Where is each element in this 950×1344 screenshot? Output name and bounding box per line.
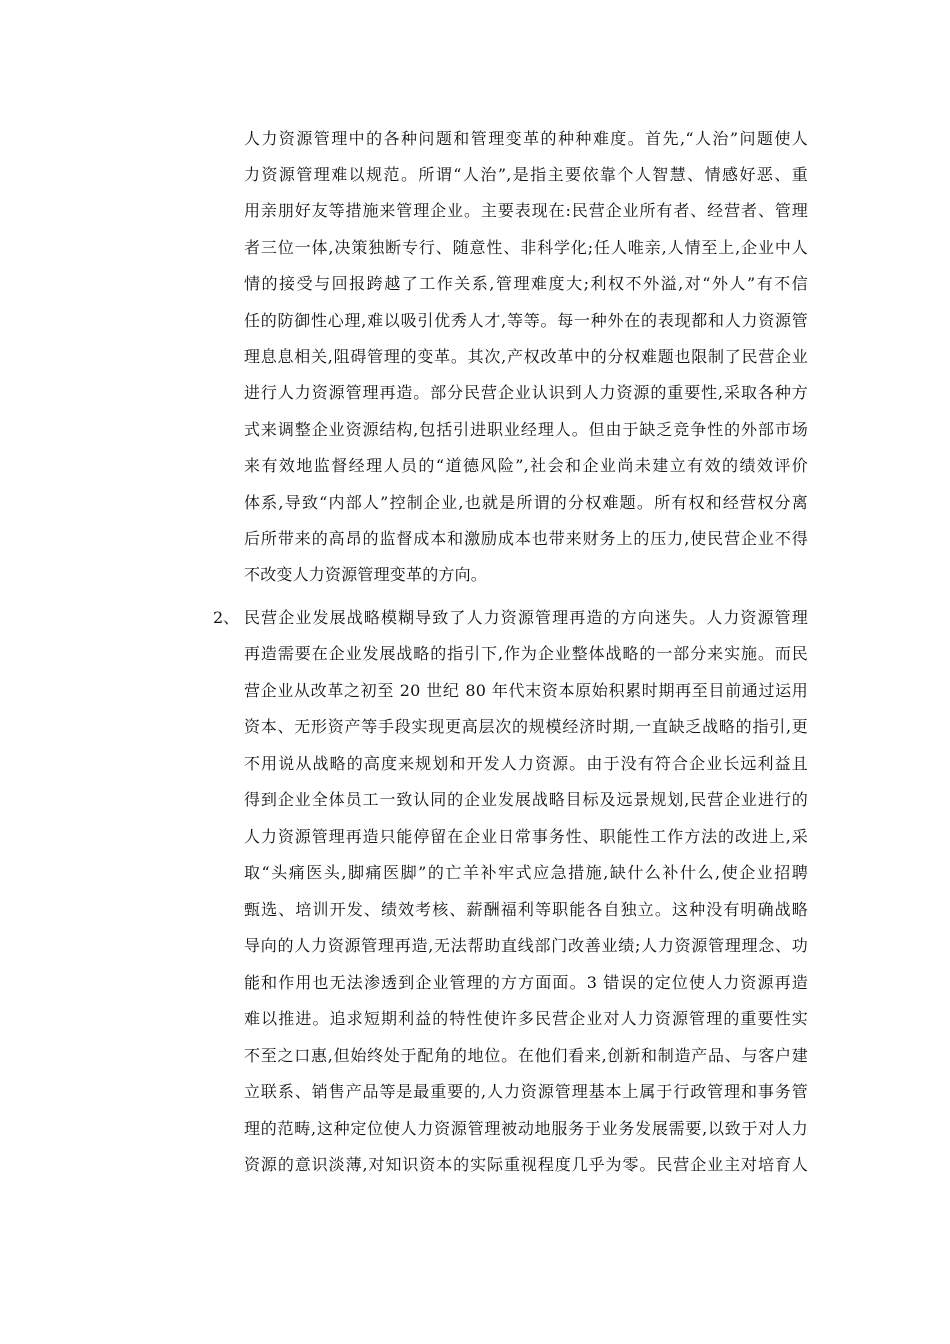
list-item-line: 能和作用也无法渗透到企业管理的方方面面。3 错误的定位使人力资源再造 (244, 973, 808, 992)
list-item-number: 2、 (213, 608, 240, 627)
list-item-line: 难以推进。追求短期利益的特性使许多民营企业对人力资源管理的重要性实 (244, 1009, 808, 1028)
paragraph-line: 者三位一体,决策独断专行、随意性、非科学化;任人唯亲,人情至上,企业中人 (244, 238, 808, 257)
list-item-line: 资本、无形资产等手段实现更高层次的规模经济时期,一直缺乏战略的指引,更 (244, 717, 808, 736)
list-item-line: 资源的意识淡薄,对知识资本的实际重视程度几乎为零。民营企业主对培育人 (244, 1155, 808, 1174)
paragraph-line: 式来调整企业资源结构,包括引进职业经理人。但由于缺乏竞争性的外部市场 (244, 420, 808, 439)
paragraph-line: 理息息相关,阻碍管理的变革。其次,产权改革中的分权难题也限制了民营企业 (244, 347, 808, 366)
list-item-line: 取“头痛医头,脚痛医脚”的亡羊补牢式应急措施,缺什么补什么,使企业招聘 (244, 863, 808, 882)
list-item-line: 人力资源管理再造只能停留在企业日常事务性、职能性工作方法的改进上,采 (244, 827, 808, 846)
list-item-line: 再造需要在企业发展战略的指引下,作为企业整体战略的一部分来实施。而民 (244, 644, 808, 663)
list-item-line: 不至之口惠,但始终处于配角的地位。在他们看来,创新和制造产品、与客户建 (244, 1046, 808, 1065)
paragraph-line: 人力资源管理中的各种问题和管理变革的种种难度。首先,“人治”问题使人 (244, 129, 808, 148)
paragraph-line: 后所带来的高昂的监督成本和激励成本也带来财务上的压力,使民营企业不得 (244, 529, 808, 548)
list-item-line: 导向的人力资源管理再造,无法帮助直线部门改善业绩;人力资源管理理念、功 (244, 936, 808, 955)
list-item-line: 民营企业发展战略模糊导致了人力资源管理再造的方向迷失。人力资源管理 (244, 608, 808, 627)
paragraph-line: 任的防御性心理,难以吸引优秀人才,等等。每一种外在的表现都和人力资源管 (244, 311, 808, 330)
paragraph-line: 力资源管理难以规范。所谓“人治”,是指主要依靠个人智慧、情感好恶、重 (244, 165, 808, 184)
list-item-line: 立联系、销售产品等是最重要的,人力资源管理基本上属于行政管理和事务管 (244, 1082, 808, 1101)
list-item-line: 理的范畴,这种定位使人力资源管理被动地服务于业务发展需要,以致于对人力 (244, 1119, 808, 1138)
paragraph-line: 体系,导致“内部人”控制企业,也就是所谓的分权难题。所有权和经营权分离 (244, 493, 808, 512)
paragraph-line: 来有效地监督经理人员的“道德风险”,社会和企业尚未建立有效的绩效评价 (244, 456, 808, 475)
list-item-line: 营企业从改革之初至 20 世纪 80 年代末资本原始积累时期再至目前通过运用 (244, 681, 808, 700)
list-item-line: 不用说从战略的高度来规划和开发人力资源。由于没有符合企业长远利益且 (244, 754, 808, 773)
paragraph-line: 情的接受与回报跨越了工作关系,管理难度大;利权不外溢,对“外人”有不信 (244, 274, 808, 293)
paragraph-line: 不改变人力资源管理变革的方向。 (244, 565, 488, 584)
paragraph-line: 用亲朋好友等措施来管理企业。主要表现在:民营企业所有者、经营者、管理 (244, 201, 808, 220)
list-item-line: 得到企业全体员工一致认同的企业发展战略目标及远景规划,民营企业进行的 (244, 790, 808, 809)
paragraph-line: 进行人力资源管理再造。部分民营企业认识到人力资源的重要性,采取各种方 (244, 383, 808, 402)
list-item-line: 甄选、培训开发、绩效考核、薪酬福利等职能各自独立。这种没有明确战略 (244, 900, 808, 919)
